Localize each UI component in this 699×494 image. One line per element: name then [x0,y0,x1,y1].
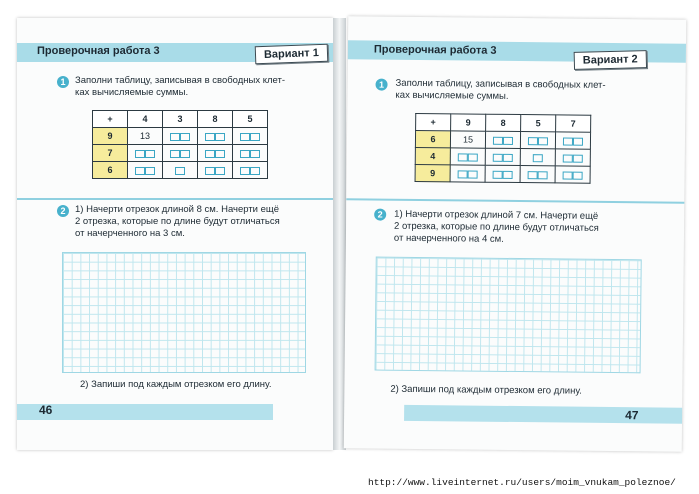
table-row [93,128,268,145]
column-header: 5 [233,111,268,128]
section-divider [346,198,684,204]
answer-cell[interactable] [520,166,555,183]
task-2-text [75,204,323,240]
variant-label: Вариант 1 [255,44,328,65]
answer-cell[interactable] [555,166,590,183]
task-2-text [394,209,646,248]
table-row [415,147,590,166]
source-url[interactable]: http://www.liveinternet.ru/users/moim_vnukam_poleznoe/ [368,477,676,488]
task-2-line: от начерченного на 4 см. [393,232,504,245]
task-1-line: ках вычисляемые суммы. [395,89,509,102]
table-row [93,162,268,179]
row-header: 9 [93,128,128,145]
column-header: 3 [163,111,198,128]
task-2-line: от начерченного на 3 см. [75,228,185,239]
page-number: 46 [39,403,53,417]
row-header: 9 [415,164,450,181]
answer-cell[interactable] [450,165,485,182]
task-1-line: Заполни таблицу, записывая в свободных клет- [75,75,286,86]
left-page [17,18,333,450]
task-1-line: ках вычисляемые суммы. [75,87,189,98]
row-header: 6 [93,162,128,179]
right-page [344,16,687,452]
column-header: 8 [486,114,521,131]
answer-cell[interactable] [450,148,485,165]
answer-cell[interactable] [198,145,233,162]
section-divider [17,198,333,200]
answer-cell[interactable] [485,148,520,165]
column-header: 4 [128,111,163,128]
task-2-line: 2 отрезка, которые по длине будут отличаться [75,216,280,227]
answer-cell[interactable] [163,145,198,162]
task-number-2: 2 [57,205,69,217]
answer-cell[interactable] [555,149,590,166]
task-2-line: 1) Начерти отрезок длиной 7 см. Начерти ещё [394,208,599,222]
task-2-line: 2) Запиши под каждым отрезком его длину. [390,383,582,397]
answer-cell[interactable] [485,165,520,182]
answer-cell[interactable] [198,128,233,145]
task-number-1: 1 [375,79,387,91]
drawing-grid[interactable] [62,252,306,373]
answer-cell[interactable] [128,145,163,162]
table-row [415,164,590,183]
row-header: 7 [93,145,128,162]
answer-cell[interactable] [163,162,198,179]
task-number-2: 2 [374,209,386,221]
column-header: 8 [198,111,233,128]
table-header-row [416,113,591,132]
table-corner: + [93,111,128,128]
row-header: 4 [415,147,450,164]
table-corner: + [416,113,451,130]
task-2-line: 1) Начерти отрезок длиной 8 см. Начерти ещё [75,204,280,215]
footer-band [404,405,682,424]
page-title: Проверочная работа 3 [373,43,497,57]
answer-cell[interactable] [233,145,268,162]
sum-table [92,110,268,179]
page-number: 47 [625,408,639,423]
drawing-grid[interactable] [375,257,642,374]
footer-band [17,404,273,420]
task-1-text [395,78,647,105]
task-number-1: 1 [57,76,69,88]
answer-cell[interactable] [520,149,555,166]
answer-cell[interactable] [485,131,520,148]
column-header: 5 [521,115,556,132]
column-header: 7 [556,115,591,132]
task-1-text [75,75,323,99]
table-header-row [93,111,268,128]
table-row [415,130,590,149]
table-cell: 15 [450,131,485,148]
task-2-line: 2) Запиши под каждым отрезком его длину. [80,379,272,390]
column-header: 9 [451,114,486,131]
sum-table [415,113,592,184]
answer-cell[interactable] [198,162,233,179]
answer-cell[interactable] [163,128,198,145]
table-cell: 13 [128,128,163,145]
row-header: 6 [415,130,450,147]
page-title: Проверочная работа 3 [37,45,160,57]
table-row [93,145,268,162]
task-1-line: Заполни таблицу, записывая в свободных клет- [395,77,606,91]
answer-cell[interactable] [233,162,268,179]
answer-cell[interactable] [233,128,268,145]
variant-label: Вариант 2 [574,50,647,70]
answer-cell[interactable] [128,162,163,179]
answer-cell[interactable] [520,132,555,149]
answer-cell[interactable] [555,132,590,149]
task-2-line: 2 отрезка, которые по длине будут отличаться [394,220,599,234]
